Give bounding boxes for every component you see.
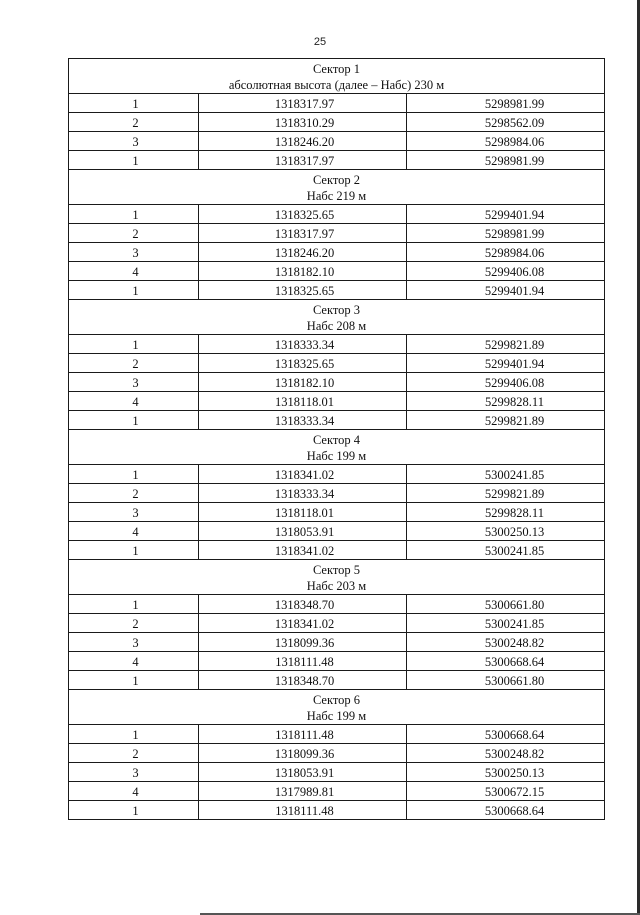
x-coordinate-cell: 1318341.02: [199, 541, 407, 560]
table-row: [69, 132, 605, 151]
y-coordinate-cell: 5298984.06: [407, 243, 605, 262]
y-coordinate-cell: 5300241.85: [407, 541, 605, 560]
table-row: [69, 671, 605, 690]
sector-title: Сектор 4: [312, 433, 361, 447]
point-number-cell: 2: [69, 744, 199, 763]
y-coordinate-cell: 5299406.08: [407, 373, 605, 392]
y-coordinate-cell: 5300250.13: [407, 522, 605, 541]
table-row: [69, 652, 605, 671]
y-coordinate-cell: 5298981.99: [407, 94, 605, 113]
x-coordinate-cell: 1318333.34: [199, 411, 407, 430]
table-row: [69, 744, 605, 763]
x-coordinate-cell: 1318341.02: [199, 465, 407, 484]
table-row: [69, 484, 605, 503]
sector-title: Сектор 1: [312, 62, 361, 76]
table-row: [69, 465, 605, 484]
sector-header-cell: [69, 300, 605, 335]
x-coordinate-cell: 1318246.20: [199, 243, 407, 262]
point-number-cell: 1: [69, 281, 199, 300]
table-row: [69, 281, 605, 300]
y-coordinate-cell: 5299821.89: [407, 411, 605, 430]
point-number-cell: 2: [69, 484, 199, 503]
y-coordinate-cell: 5300668.64: [407, 652, 605, 671]
x-coordinate-cell: 1318333.34: [199, 335, 407, 354]
y-coordinate-cell: 5299821.89: [407, 484, 605, 503]
x-coordinate-cell: 1318310.29: [199, 113, 407, 132]
x-coordinate-cell: 1318182.10: [199, 373, 407, 392]
point-number-cell: 3: [69, 633, 199, 652]
x-coordinate-cell: 1318053.91: [199, 763, 407, 782]
x-coordinate-cell: 1318333.34: [199, 484, 407, 503]
coordinates-table: [68, 58, 605, 820]
table-row: [69, 151, 605, 170]
sector-header-cell: [69, 170, 605, 205]
y-coordinate-cell: 5300661.80: [407, 671, 605, 690]
y-coordinate-cell: 5298981.99: [407, 151, 605, 170]
sector-title: Сектор 2: [312, 173, 361, 187]
coordinates-table-body: [69, 59, 605, 820]
table-row: [69, 224, 605, 243]
table-row: [69, 541, 605, 560]
sector-header-cell: [69, 560, 605, 595]
table-row: [69, 411, 605, 430]
table-row: [69, 392, 605, 411]
table-row: [69, 262, 605, 281]
x-coordinate-cell: 1318099.36: [199, 633, 407, 652]
sector-altitude: абсолютная высота (далее – Набс) 230 м: [228, 78, 445, 92]
y-coordinate-cell: 5299828.11: [407, 392, 605, 411]
point-number-cell: 3: [69, 243, 199, 262]
y-coordinate-cell: 5299406.08: [407, 262, 605, 281]
point-number-cell: 1: [69, 541, 199, 560]
point-number-cell: 1: [69, 725, 199, 744]
x-coordinate-cell: 1318325.65: [199, 205, 407, 224]
point-number-cell: 1: [69, 205, 199, 224]
point-number-cell: 1: [69, 151, 199, 170]
point-number-cell: 2: [69, 224, 199, 243]
sector-header-cell: [69, 690, 605, 725]
sector-altitude: Набс 219 м: [306, 189, 367, 203]
point-number-cell: 2: [69, 354, 199, 373]
sector-altitude: Набс 199 м: [306, 449, 367, 463]
sector-header-row: [69, 59, 605, 94]
x-coordinate-cell: 1318053.91: [199, 522, 407, 541]
sector-title: Сектор 3: [312, 303, 361, 317]
point-number-cell: 3: [69, 373, 199, 392]
y-coordinate-cell: 5299821.89: [407, 335, 605, 354]
table-row: [69, 725, 605, 744]
sector-header-row: [69, 690, 605, 725]
x-coordinate-cell: 1318118.01: [199, 392, 407, 411]
point-number-cell: 3: [69, 763, 199, 782]
point-number-cell: 2: [69, 113, 199, 132]
point-number-cell: 4: [69, 652, 199, 671]
y-coordinate-cell: 5299828.11: [407, 503, 605, 522]
y-coordinate-cell: 5300241.85: [407, 614, 605, 633]
y-coordinate-cell: 5300668.64: [407, 725, 605, 744]
point-number-cell: 1: [69, 411, 199, 430]
x-coordinate-cell: 1317989.81: [199, 782, 407, 801]
sector-title: Сектор 5: [312, 563, 361, 577]
sector-header-row: [69, 300, 605, 335]
table-row: [69, 503, 605, 522]
table-row: [69, 595, 605, 614]
table-row: [69, 335, 605, 354]
table-row: [69, 782, 605, 801]
table-row: [69, 205, 605, 224]
point-number-cell: 4: [69, 522, 199, 541]
y-coordinate-cell: 5300668.64: [407, 801, 605, 820]
y-coordinate-cell: 5300672.15: [407, 782, 605, 801]
y-coordinate-cell: 5299401.94: [407, 205, 605, 224]
x-coordinate-cell: 1318348.70: [199, 595, 407, 614]
point-number-cell: 1: [69, 801, 199, 820]
table-row: [69, 113, 605, 132]
table-row: [69, 801, 605, 820]
x-coordinate-cell: 1318325.65: [199, 354, 407, 373]
x-coordinate-cell: 1318111.48: [199, 652, 407, 671]
point-number-cell: 1: [69, 671, 199, 690]
y-coordinate-cell: 5299401.94: [407, 281, 605, 300]
sector-header-row: [69, 170, 605, 205]
x-coordinate-cell: 1318325.65: [199, 281, 407, 300]
y-coordinate-cell: 5299401.94: [407, 354, 605, 373]
y-coordinate-cell: 5300248.82: [407, 744, 605, 763]
point-number-cell: 1: [69, 335, 199, 354]
sector-altitude: Набс 208 м: [306, 319, 367, 333]
x-coordinate-cell: 1318118.01: [199, 503, 407, 522]
y-coordinate-cell: 5300248.82: [407, 633, 605, 652]
sector-altitude: Набс 199 м: [306, 709, 367, 723]
sector-header-row: [69, 430, 605, 465]
x-coordinate-cell: 1318317.97: [199, 224, 407, 243]
point-number-cell: 2: [69, 614, 199, 633]
y-coordinate-cell: 5298562.09: [407, 113, 605, 132]
point-number-cell: 3: [69, 132, 199, 151]
x-coordinate-cell: 1318111.48: [199, 725, 407, 744]
point-number-cell: 1: [69, 595, 199, 614]
point-number-cell: 3: [69, 503, 199, 522]
x-coordinate-cell: 1318099.36: [199, 744, 407, 763]
x-coordinate-cell: 1318341.02: [199, 614, 407, 633]
point-number-cell: 1: [69, 465, 199, 484]
x-coordinate-cell: 1318246.20: [199, 132, 407, 151]
sector-header-row: [69, 560, 605, 595]
point-number-cell: 1: [69, 94, 199, 113]
sector-header-cell: [69, 430, 605, 465]
y-coordinate-cell: 5300241.85: [407, 465, 605, 484]
table-row: [69, 94, 605, 113]
table-row: [69, 522, 605, 541]
table-row: [69, 373, 605, 392]
point-number-cell: 4: [69, 262, 199, 281]
sector-header-cell: [69, 59, 605, 94]
sector-title: Сектор 6: [312, 693, 361, 707]
table-row: [69, 354, 605, 373]
point-number-cell: 4: [69, 782, 199, 801]
y-coordinate-cell: 5298981.99: [407, 224, 605, 243]
x-coordinate-cell: 1318317.97: [199, 151, 407, 170]
y-coordinate-cell: 5298984.06: [407, 132, 605, 151]
x-coordinate-cell: 1318348.70: [199, 671, 407, 690]
table-row: [69, 763, 605, 782]
table-row: [69, 243, 605, 262]
y-coordinate-cell: 5300250.13: [407, 763, 605, 782]
page-number: 25: [313, 36, 327, 48]
sector-altitude: Набс 203 м: [306, 579, 367, 593]
table-row: [69, 633, 605, 652]
table-row: [69, 614, 605, 633]
x-coordinate-cell: 1318182.10: [199, 262, 407, 281]
y-coordinate-cell: 5300661.80: [407, 595, 605, 614]
x-coordinate-cell: 1318317.97: [199, 94, 407, 113]
point-number-cell: 4: [69, 392, 199, 411]
x-coordinate-cell: 1318111.48: [199, 801, 407, 820]
